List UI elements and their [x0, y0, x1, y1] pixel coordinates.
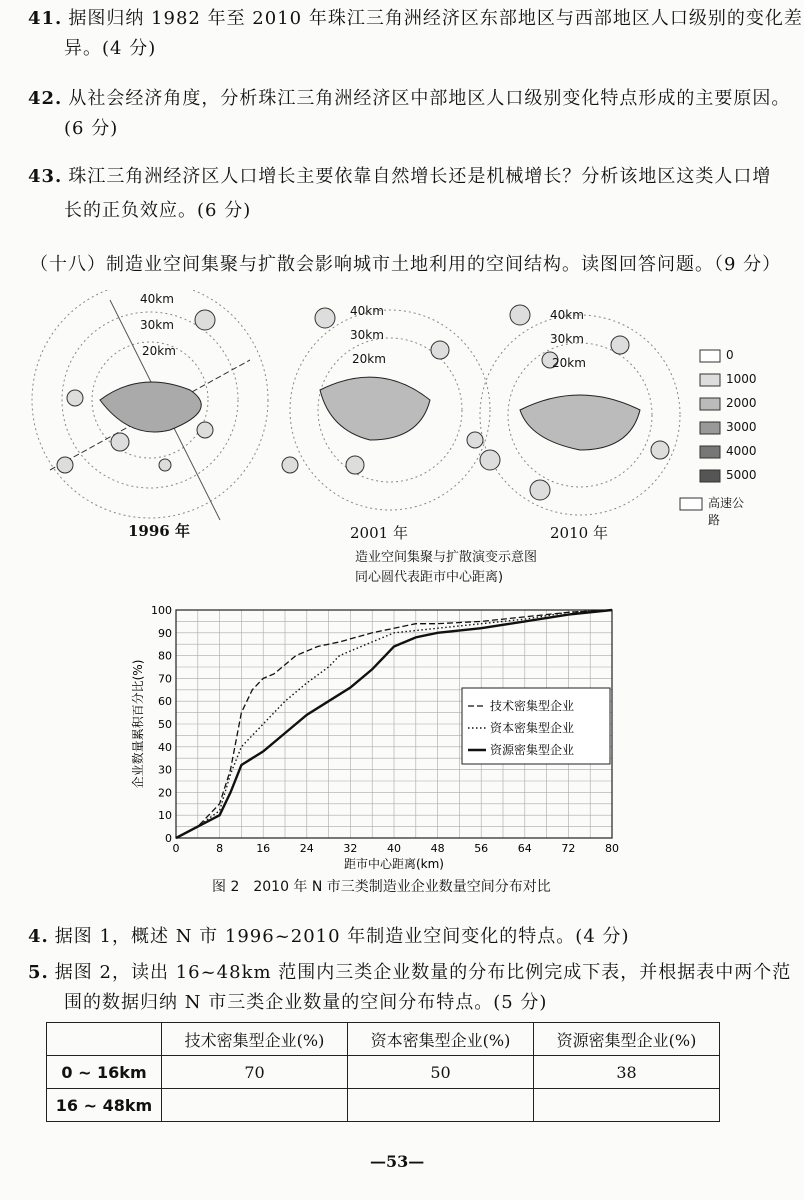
- table-cell: 38: [534, 1056, 720, 1089]
- radius-label: 20km: [352, 352, 386, 366]
- question-text: 据图 2，读出 16~48km 范围内三类企业数量的分布比例完成下表，并根据表中两个范: [54, 962, 792, 983]
- x-tick-label: 80: [605, 842, 619, 855]
- question-number: 4.: [28, 926, 49, 947]
- x-tick-label: 24: [299, 842, 314, 855]
- table-cell: 70: [162, 1056, 348, 1089]
- question-text: 从社会经济角度，分析珠江三角洲经济区中部地区人口级别变化特点形成的主要原因。: [68, 88, 791, 109]
- legend-label: 技术密集型企业: [490, 699, 575, 713]
- legend-label: 资本密集型企业: [490, 721, 575, 735]
- y-axis-label: 企业数量累积百分比(%): [131, 659, 145, 789]
- row-label: 16 ~ 48km: [47, 1089, 162, 1122]
- radius-label: 40km: [350, 304, 384, 318]
- question-4: [28, 922, 630, 952]
- x-tick-label: 40: [387, 842, 401, 855]
- radius-label: 30km: [350, 328, 384, 342]
- page-number: —53—: [370, 1152, 425, 1171]
- table-header-cell: 技术密集型企业(%): [162, 1023, 348, 1056]
- legend-highway-label: 高速公路: [708, 496, 745, 527]
- y-tick-label: 0: [165, 832, 172, 845]
- x-tick-label: 64: [517, 842, 532, 855]
- y-tick-label: 40: [158, 740, 172, 754]
- question-41-cont: 异。(4 分): [64, 38, 157, 59]
- x-tick-label: 8: [216, 842, 224, 855]
- cumulative-line-chart: [128, 604, 628, 876]
- radius-label: 40km: [140, 292, 174, 306]
- table-cell: 50: [348, 1056, 534, 1089]
- legend-label: 3000: [726, 420, 757, 434]
- y-tick-label: 30: [158, 763, 172, 777]
- question-number: 42.: [28, 88, 63, 109]
- answer-table: [46, 1022, 720, 1122]
- caption-line: 造业空间集聚与扩散演变示意图: [355, 550, 538, 565]
- x-tick-label: 16: [256, 842, 271, 855]
- x-axis-label: 距市中心距离(km): [343, 857, 445, 871]
- x-tick-label: 48: [430, 842, 445, 855]
- question-text: 珠江三角洲经济区人口增长主要依靠自然增长还是机械增长？分析该地区这类人口增: [68, 166, 772, 187]
- y-tick-label: 60: [158, 695, 172, 709]
- radius-label: 30km: [550, 332, 584, 346]
- legend-label: 2000: [726, 396, 757, 410]
- table-cell-blank[interactable]: [162, 1089, 348, 1122]
- table-header-cell: [47, 1023, 162, 1056]
- x-tick-label: 0: [172, 842, 180, 855]
- y-tick-label: 80: [158, 649, 172, 663]
- caption-line: 同心圆代表距市中心距离): [355, 570, 504, 585]
- y-tick-label: 90: [158, 626, 172, 640]
- legend-label: 1000: [726, 372, 757, 386]
- question-number: 5.: [28, 962, 49, 983]
- y-tick-label: 70: [158, 672, 172, 686]
- radius-label: 40km: [550, 308, 584, 322]
- question-number: 41.: [28, 8, 63, 29]
- question-42-cont: (6 分): [64, 118, 119, 139]
- question-41: [28, 4, 803, 34]
- figure-2-caption: 图 2 2010 年 N 市三类制造业企业数量空间分布对比: [212, 879, 551, 895]
- x-tick-label: 56: [474, 842, 489, 855]
- x-tick-label: 32: [343, 842, 358, 855]
- table-header-cell: 资源密集型企业(%): [534, 1023, 720, 1056]
- x-tick-label: 72: [561, 842, 576, 855]
- legend-label: 5000: [726, 468, 757, 482]
- y-tick-label: 100: [151, 604, 172, 617]
- section-18-heading: （十八）制造业空间集聚与扩散会影响城市土地利用的空间结构。读图回答问题。（9 分）: [30, 254, 782, 275]
- figure-1-caption: [355, 548, 537, 588]
- y-tick-label: 50: [158, 718, 172, 731]
- question-43-cont: 长的正负效应。(6 分): [64, 200, 252, 221]
- legend-label: 4000: [726, 444, 757, 458]
- question-number: 43.: [28, 166, 63, 187]
- map-legend: [680, 350, 720, 510]
- row-label: 0 ~ 16km: [47, 1056, 162, 1089]
- map-year-label: 2001 年: [350, 524, 408, 542]
- y-tick-label: 20: [158, 786, 172, 800]
- legend-label: 资源密集型企业: [490, 743, 575, 757]
- table-cell-blank[interactable]: [348, 1089, 534, 1122]
- map-year-label: 2010 年: [550, 524, 608, 542]
- table-row: [47, 1089, 720, 1122]
- legend-label: 0: [726, 348, 734, 362]
- table-header-row: [47, 1023, 720, 1056]
- question-text: 据图 1，概述 N 市 1996~2010 年制造业空间变化的特点。(4 分): [54, 926, 630, 947]
- table-row: [47, 1056, 720, 1089]
- figure-2-chart: [128, 604, 628, 894]
- y-tick-label: 10: [158, 809, 172, 823]
- radius-label: 20km: [142, 344, 176, 358]
- question-text: 据图归纳 1982 年至 2010 年珠江三角洲经济区东部地区与西部地区人口级别的变化差: [68, 8, 803, 29]
- radius-label: 20km: [552, 356, 586, 370]
- urban-spread-maps: [20, 290, 790, 550]
- table-cell-blank[interactable]: [534, 1089, 720, 1122]
- map-year-label: 1996 年: [128, 522, 190, 540]
- question-5: [28, 958, 791, 988]
- question-5-cont: 围的数据归纳 N 市三类企业数量的空间分布特点。(5 分): [64, 992, 548, 1013]
- question-43: [28, 162, 771, 192]
- question-42: [28, 84, 790, 114]
- table-header-cell: 资本密集型企业(%): [348, 1023, 534, 1056]
- figure-1-maps: [20, 290, 790, 550]
- radius-label: 30km: [140, 318, 174, 332]
